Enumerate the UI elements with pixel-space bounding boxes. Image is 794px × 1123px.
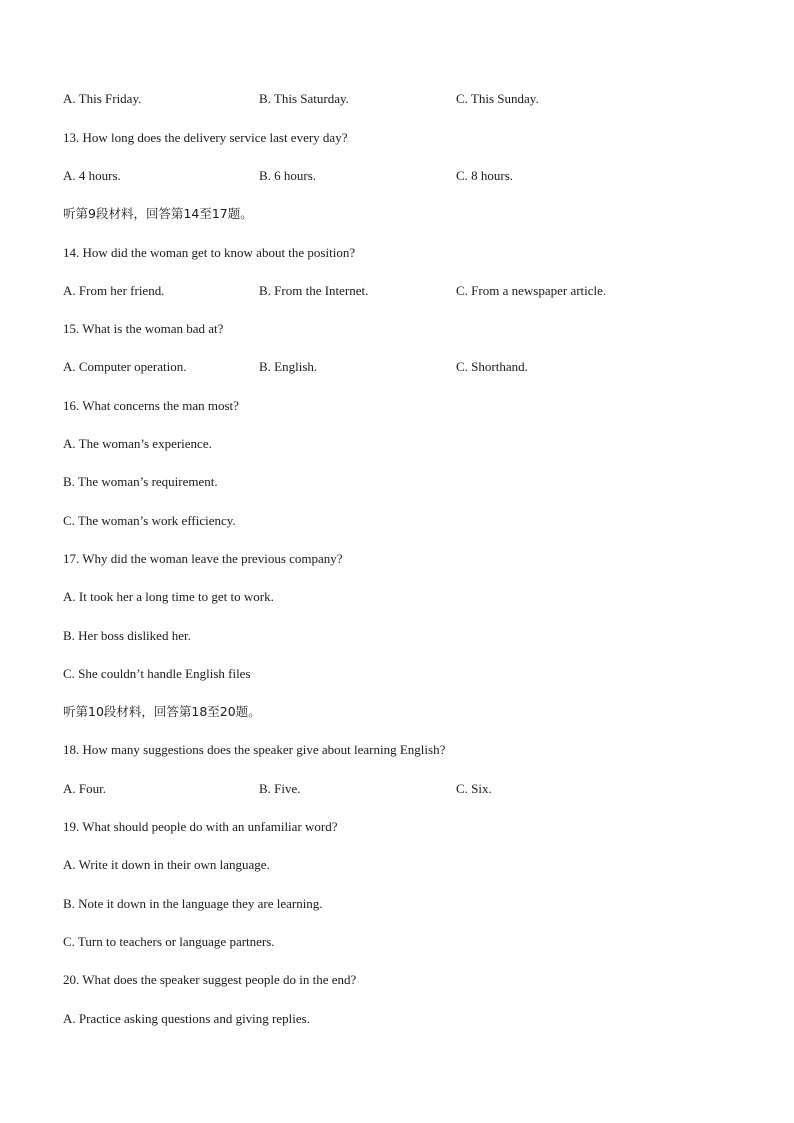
option-a: A. Practice asking questions and giving replies. bbox=[63, 1011, 310, 1026]
question-18: 18. How many suggestions does the speaker give about learning English? bbox=[63, 742, 446, 757]
option-b: B. From the Internet. bbox=[259, 283, 369, 298]
option-c: C. Six. bbox=[456, 781, 492, 796]
question-13: 13. How long does the delivery service last every day? bbox=[63, 130, 348, 145]
option-b: B. 6 hours. bbox=[259, 168, 317, 183]
option-c: C. This Sunday. bbox=[456, 91, 539, 106]
option-b: B. Note it down in the language they are learning. bbox=[63, 896, 323, 911]
option-a: A. It took her a long time to get to work. bbox=[63, 589, 274, 604]
question-16: 16. What concerns the man most? bbox=[63, 398, 239, 413]
question-14: 14. How did the woman get to know about the position? bbox=[63, 245, 356, 260]
option-c: C. From a newspaper article. bbox=[456, 283, 607, 298]
option-c: C. The woman’s work efficiency. bbox=[63, 513, 236, 528]
option-c: C. Shorthand. bbox=[456, 359, 528, 374]
option-a: A. This Friday. bbox=[63, 91, 142, 106]
option-c: C. Turn to teachers or language partners. bbox=[63, 934, 275, 949]
option-b: B. The woman’s requirement. bbox=[63, 474, 218, 489]
section-heading: 听第10段材料，回答第18至20题。 bbox=[63, 704, 261, 719]
option-a: A. From her friend. bbox=[63, 283, 165, 298]
option-a: A. 4 hours. bbox=[63, 168, 121, 183]
option-b: B. English. bbox=[259, 359, 318, 374]
option-a: A. Computer operation. bbox=[63, 359, 187, 374]
section-heading: 听第9段材料，回答第14至17题。 bbox=[63, 206, 253, 221]
option-b: B. This Saturday. bbox=[259, 91, 349, 106]
option-a: A. The woman’s experience. bbox=[63, 436, 212, 451]
option-b: B. Five. bbox=[259, 781, 301, 796]
option-b: B. Her boss disliked her. bbox=[63, 628, 191, 643]
question-17: 17. Why did the woman leave the previous company? bbox=[63, 551, 343, 566]
option-a: A. Write it down in their own language. bbox=[63, 857, 270, 872]
option-c: C. She couldn’t handle English files bbox=[63, 666, 251, 681]
question-19: 19. What should people do with an unfamiliar word? bbox=[63, 819, 338, 834]
question-20: 20. What does the speaker suggest people do in the end? bbox=[63, 972, 357, 987]
option-c: C. 8 hours. bbox=[456, 168, 514, 183]
option-a: A. Four. bbox=[63, 781, 106, 796]
question-15: 15. What is the woman bad at? bbox=[63, 321, 224, 336]
